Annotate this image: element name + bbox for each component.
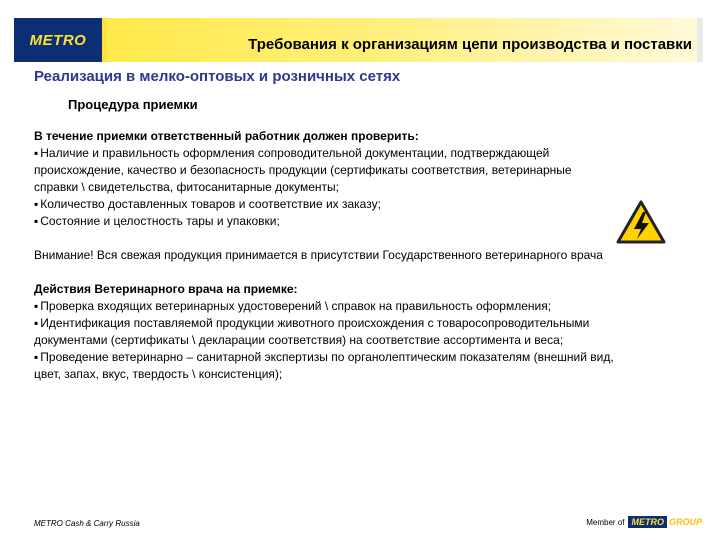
header-title: Требования к организациям цепи производства и поставки xyxy=(248,36,692,53)
vet-heading: Действия Ветеринарного врача на приемке: xyxy=(34,282,298,296)
subsection-title: Процедура приемки xyxy=(68,97,198,112)
title-bar-shadow xyxy=(697,18,703,62)
spacer xyxy=(34,264,614,281)
footer-member xyxy=(586,516,702,528)
section-title: Реализация в мелко-оптовых и розничных сетях xyxy=(34,68,401,85)
check-item: ▪ Состояние и целостность тары и упаковки; xyxy=(34,213,614,230)
spacer xyxy=(34,230,614,247)
metro-logo xyxy=(14,18,102,62)
content-body xyxy=(34,128,614,383)
logo-text: METRO xyxy=(29,31,87,49)
metro-group-logo xyxy=(628,516,702,528)
member-of-label: Member of xyxy=(586,517,625,527)
vet-item: ▪ Проверка входящих ветеринарных удостоверений \ справок на правильность оформления; xyxy=(34,298,614,315)
vet-item: ▪ Проведение ветеринарно – санитарной экспертизы по органолептическим показателям (внешний вид, цвет, запах, вкус, твердость \ консистенция); xyxy=(34,349,614,383)
footer-company: METRO Cash & Carry Russia xyxy=(34,519,140,528)
group-logo-group: GROUP xyxy=(668,517,702,527)
check-intro: В течение приемки ответственный работник должен проверить: xyxy=(34,129,419,143)
notice-text: Внимание! Вся свежая продукция принимается в присутствии Государственного ветеринарного врача xyxy=(34,248,603,262)
check-item: ▪ Количество доставленных товаров и соответствие их заказу; xyxy=(34,196,614,213)
high-voltage-warning-icon xyxy=(616,200,666,244)
check-item: ▪ Наличие и правильность оформления сопроводительной документации, подтверждающей происхождение, качество и безопасность продукции (сертификаты соответствия, ветеринарные справки \ свидетельства, фитосанитарные документы; xyxy=(34,145,614,196)
header-bar xyxy=(0,16,720,62)
group-logo-metro: METRO xyxy=(628,516,667,528)
vet-item: ▪ Идентификация поставляемой продукции животного происхождения с товаросопроводительными документами (сертификаты \ декларации соответствия) на соответствие ассортимента и веса; xyxy=(34,315,614,349)
